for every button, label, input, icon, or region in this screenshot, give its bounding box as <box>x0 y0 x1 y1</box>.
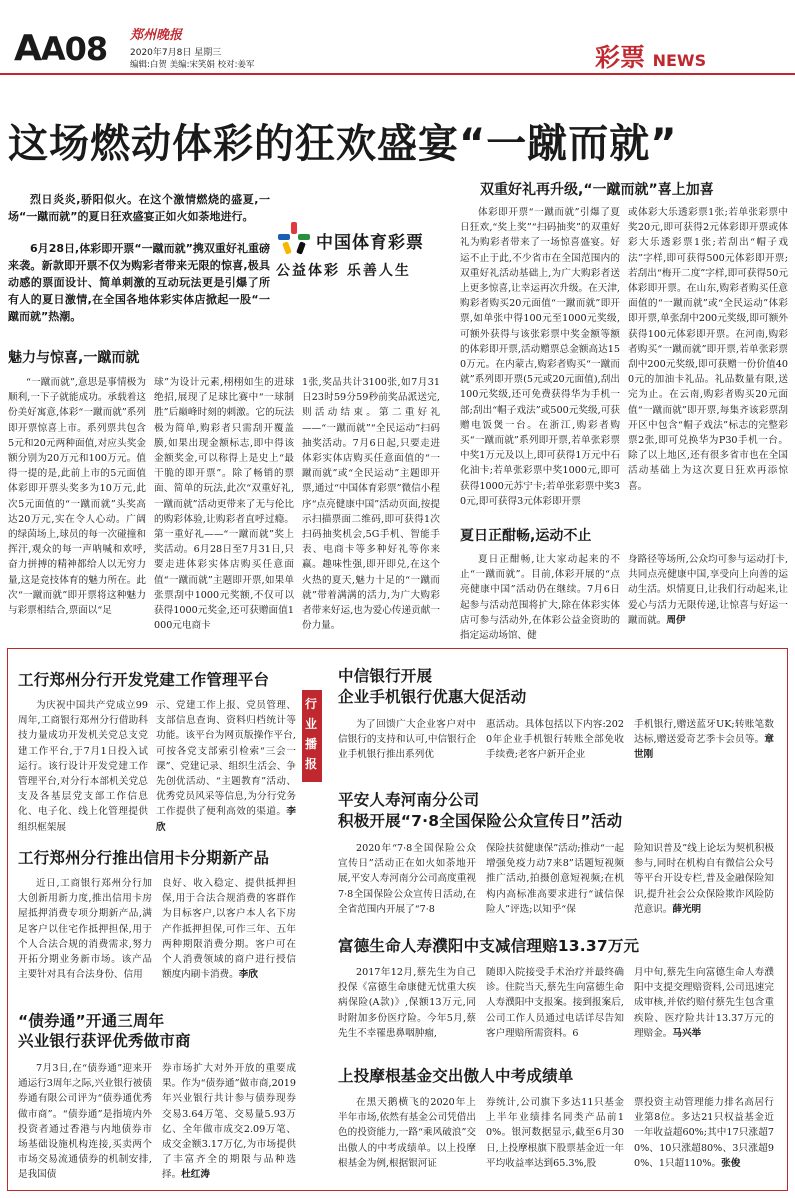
br-article-3-column-1: 2017年12月,蔡先生为自己投保《富德生命康健无忧重大疾病保险(A款)》,保额13万元,同时附加多份医疗险。今年5月,蔡先生不幸罹患鼻咽肿瘤, <box>338 967 476 1039</box>
bl-article-3-column-1: 7月3日,在“债券通”迎来开通运行3周年之际,兴业银行被债券通有限公司评为“债券通优秀做市商”。“债券通”是指境内外投资者通过香港与内地债券市场基础设施机构连接,买卖两个市场交易流通债券的机制安排,是我国债 <box>18 1063 152 1181</box>
section2-title: 双重好礼再升级,“一蹴而就”喜上加喜 <box>480 182 714 198</box>
br-article-1-title-2: 企业手机银行优惠大促活动 <box>338 688 527 706</box>
br-article-1-column-1: 为了回馈广大企业客户对中信银行的支持和认可,中信银行企业手机银行推出系列优 <box>338 719 476 761</box>
br-article-1-title-1: 中信银行开展 <box>338 667 433 685</box>
section3-column-2: 身路径等场所,公众均可参与运动打卡,共同点亮健康中国,享受向上向善的运动生活。炽情夏日,让我们行动起来,让爱心与活力无限传递,让惊喜与好运一蹴而就。周伊 <box>628 554 788 626</box>
lottery-logo <box>274 218 474 278</box>
section3-column-1: 夏日正酣畅,让大家动起来的不止“一蹴而就”。目前,体彩开展的“点亮健康中国”活动仍在继续。7月6日起参与活动范围将扩大,除在体彩实体店可参与活动外,在体彩公益金资助的指定运动场馆、健 <box>460 554 620 642</box>
br-article-2-column-1: 2020年“7·8全国保险公众宣传日”活动正在如火如荼地开展,平安人寿河南分公司高度重视7·8全国保险公众宣传日活动,在全省范围内开展了“7·8 <box>338 843 476 915</box>
issue-date: 2020年7月8日 星期三 <box>130 48 222 58</box>
intro-paragraph-2: 6月28日,体彩即开票“一蹴而就”携双重好礼重磅来袭。新款即开票不仅为购彩者带来无限的惊喜,极具动感的票面设计、简单刺激的互动玩法更是引爆了所有人的夏日激情,在全国各地体彩实体店掀起一股“一蹴而就”热潮。 <box>8 242 270 323</box>
br-article-2-column-3: 险知识普及”线上论坛为契机积极参与,同时在机构自有微信公众号等平台开设专栏,普及金融保险知识,提升社会公众保险欺诈风险防范意识。薛光明 <box>634 843 774 915</box>
section3-author: 周伊 <box>666 614 686 626</box>
lottery-star-icon <box>276 220 312 256</box>
section-name: 彩票 NEWS <box>595 43 707 72</box>
bl-article-2-title: 工行郑州分行推出信用卡分期新产品 <box>18 849 270 867</box>
br-article-3-author: 马兴举 <box>672 1027 702 1039</box>
br-article-1-column-3: 手机银行,赠送蓝牙UK;转账笔数达标,赠送爱奇艺季卡会员等。章世刚 <box>634 719 774 761</box>
brand-name: 中国体育彩票 <box>316 233 424 253</box>
br-article-2-title-1: 平安人寿河南分公司 <box>338 791 480 809</box>
bl-article-3-column-2: 券市场扩大对外开放的重要成果。作为“债券通”做市商,2019年兴业银行共计参与债券现券交易3.64万笔、交易量5.93万亿、全年做市成交2.09万笔、成交金额3.17万亿,为市场提供了丰富齐全的期限与品种选择。杜红涛 <box>162 1063 296 1181</box>
br-article-1-author: 章世刚 <box>634 734 774 761</box>
br-article-4-column-3: 票投资主动管理能力排名高居行业第8位。多达21只权益基金近一年收益超60%;其中17只涨超70%、10只涨超80%、3只涨超90%、1只超110%。张俊 <box>634 1097 774 1169</box>
section1-column-1: “一蹴而就”,意思是事情极为顺利,一下子就能成功。承载着这份美好寓意,体彩“一蹴而就”系列即开票惊喜上市。系列票共包含5元和20元两种面值,对应头奖金额分别为20万元和100万元。值得一提的是,此前上市的5元面值体彩即开票头奖多为10万元,此次5元面值的“一蹴而就”头奖高达20万元,实在令人心动。广阔的绿茵场上,球员的每一次碰撞和挥汗,观众的每一声呐喊和欢呼,奋力拼搏的精神都给人以无穷力量,这是竞技体育的魅力所在。此次“一蹴而就”即开票将这种魅力与彩票相结合,票面以“足 <box>8 377 146 617</box>
section2-column-1: 体彩即开票“一蹴而就”引爆了夏日狂欢,“奖上奖”“扫码抽奖”的双重好礼为购彩者带来了一场惊喜盛宴。好运不止于此,不少省市在全国范围内的双重好礼活动基础上,为广大购彩者送上更多惊喜,让幸运再次升级。在天津,购彩者购买20元面值“一蹴而就”即开票,如单张中得100元至1000元奖级,可额外获得与该张彩票中奖金额等额的体彩即开票,活动赠票总金额高达150万元。在内蒙古,购彩者购买“一蹴而就”系列即开票(5元或20元面值),刮出100元奖级,还可免费获得华为手机一部;刮出“帽子戏法”或500元奖级,可获赠电饭煲一台。在浙江,购彩者购买“一蹴而就”系列即开票,若单张彩票中奖1万元及以上,即可获得1万元中石化油卡;若单张彩票中奖1000元,即可获得1000元苏宁卡;若单张彩票中奖30元,即可获得3元体彩即开票 <box>460 207 620 507</box>
br-article-2-author: 薛光明 <box>672 903 702 915</box>
section1-title: 魅力与惊喜,一蹴而就 <box>8 350 140 366</box>
header-rule <box>0 73 795 75</box>
bl-article-1-column-1: 为庆祝中国共产党成立99周年,工商银行郑州分行借助科技力量成功开发机关党总支党建工作平台,于7月1日投入试运行。该行设计开发党建工作管理平台,对分行本部机关党总支及各基层党支部工作信息化、电子化、线上化管理提供组织框架展 <box>18 700 148 833</box>
section1-column-2: 球”为设计元素,栩栩如生的进球绝招,展现了足球比赛中“一球制胜”后巅峰时刻的刺激。它的玩法极为简单,购彩者只需刮开覆盖膜,如果出现金额标志,即中得该金额奖金,可以称得上是史上“最干脆的即开票”。除了畅销的票面、简单的玩法,此次“双重好礼,一蹴而就”活动更带来了无与伦比的购彩体验,让购彩者直呼过瘾。第一重好礼——“一蹴而就”奖上奖活动。6月28日至7月31日,只要走进体彩实体店购买任意面值“一蹴而就”主题即开票,如果单张票刮中1000元奖额,不仅可以获得1000元奖金,还可获赠面值1000元电商卡 <box>154 377 294 632</box>
br-article-3-column-3: 月中旬,蔡先生向富德生命人寿濮阳中支提交理赔资料,公司迅速完成审核,并依约赔付蔡先生包含重疾险、医疗险共计13.37万元的理赔金。马兴举 <box>634 967 774 1039</box>
br-article-2-column-2: 保险扶贫健康保”活动;推动“一起增强免疫力动7来8”话题短视频推广活动,拍摄创意短视频;在机构内高标准高要求进行“诚信保险人”评选;以知乎“保 <box>486 843 624 915</box>
intro-paragraph-1: 烈日炎炎,骄阳似火。在这个激情燃烧的盛夏,一场“一蹴而就”的夏日狂欢盛宴正如火如荼地进行。 <box>8 193 270 223</box>
bl-article-3-author: 杜红涛 <box>181 1169 210 1181</box>
brand-slogan: 公益体彩 乐善人生 <box>276 263 411 279</box>
bl-article-1-author: 李欣 <box>156 806 296 833</box>
bl-article-2-column-1: 近日,工商银行郑州分行加大创新用新力度,推出信用卡房屋抵押消费专项分期新产品,满足客户以住宅作抵押担保,用于个人合法合规的消费需求,努力开拓分期业务新市场。该产品主要针对具有合法身份、信用 <box>18 878 152 981</box>
br-article-1-column-2: 惠活动。具体包括以下内容:2020年企业手机银行转账全部免收手续费;老客户新开企业 <box>486 719 624 761</box>
editors-line: 编辑:白贺 美编:宋笑娟 校对:姜军 <box>130 60 255 70</box>
br-article-3-column-2: 随即入院接受手术治疗并最终确诊。住院当天,蔡先生向富德生命人寿濮阳中支报案。接到报案后,公司工作人员通过电话详尽告知客户理赔所需资料。6 <box>486 967 624 1039</box>
br-article-4-title: 上投摩根基金交出傲人中考成绩单 <box>338 1067 574 1085</box>
sidebar-label: 行业播报 <box>305 697 318 771</box>
page-header <box>0 0 795 78</box>
bl-article-3-title-2: 兴业银行获评优秀做市商 <box>18 1032 191 1050</box>
section3-title: 夏日正酣畅,运动不止 <box>460 528 592 544</box>
br-article-4-author: 张俊 <box>721 1157 741 1169</box>
section1-column-3: 1张,奖品共计3100张,如7月31日23时59分59秒前奖品派送完,则活动结束。第二重好礼——“一蹴而就”“全民运动”扫码抽奖活动。7月6日起,只要走进体彩实体店购买任意面值的“一蹴而就”或“全民运动”主题即开票,通过“中国体育彩票”微信小程序“点亮健康中国”活动页面,按提示扫描票面二维码,即可获得1次扫码抽奖机会,5G手机、智能手表、电商卡等多种好礼等你来赢。趣味性强,即开即兑,在这个火热的夏天,魅力十足的“一蹴而就”带着满满的活力,为广大购彩者带来好运,也为爱心传递贡献一份力量。 <box>302 377 440 632</box>
bl-article-1-title: 工行郑州分行开发党建工作管理平台 <box>18 671 270 689</box>
section2-column-2: 或体彩大乐透彩票1张;若单张彩票中奖20元,即可获得2元体彩即开票或体彩大乐透彩票1张;若刮出“帽子戏法”字样,即可获得500元体彩即开票;若刮出“梅开二度”字样,即可获得50元体彩即开票。在山东,购彩者购买任意面值的“一蹴而就”或“全民运动”体彩即开票,单张刮中200元奖级,即可额外获得100元体彩即开票。在河南,购彩者购买“一蹴而就”即开票,若单张彩票刮中200元奖级,即可获赠一份价值400元的加油卡礼品。礼品数量有限,送完为止。在云南,购彩者购买20元面值“一蹴而就”即开票,每集齐该彩票刮开区中包含“帽子戏法”标志的完整彩票2张,即可兑换华为P30手机一台。除了以上地区,还有很多省市也在全国活动基础上为这次夏日狂欢再添惊喜。 <box>628 207 788 492</box>
br-article-3-title: 富德生命人寿濮阳中支减信理赔13.37万元 <box>338 937 640 955</box>
br-article-4-column-1: 在黑天鹅横飞的2020年上半年市场,依然有基金公司凭借出色的投资能力,一路“乘风破浪”交出傲人的中考成绩单。以上投摩根基金为例,根据银河证 <box>338 1097 476 1169</box>
bl-article-2-column-2: 良好、收入稳定、提供抵押担保,用于合法合规消费的客群作为目标客户,以客户本人名下房产作抵押担保,可作三年、五年两种期限消费分期。客户可在个人消费领域的商户进行授信额度内刷卡消费。李欣 <box>162 878 296 981</box>
br-article-4-column-2: 券统计,公司旗下多达11只基金上半年业绩排名同类产品前10%。银河数据显示,截至6月30日,上投摩根旗下股票基金近一年平均收益率达到65.3%,股 <box>486 1097 624 1169</box>
bl-article-2-author: 李欣 <box>238 969 258 981</box>
main-headline: 这场燃动体彩的狂欢盛宴“一蹴而就” <box>8 121 678 167</box>
br-article-2-title-2: 积极开展“7·8全国保险公众宣传日”活动 <box>338 812 623 830</box>
bl-article-3-title-1: “债券通”开通三周年 <box>18 1012 165 1030</box>
page-number: AA08 <box>14 28 108 69</box>
paper-name: 郑州晚报 <box>130 28 183 43</box>
bl-article-1-column-2: 示、党建工作上报、党员管理、支部信息查询、资料归档统计等功能。该平台为网页版操作平台,可按各党支部索引检索“三会一课”、党建记录、组织生活会、争先创优活动、“主题教育”活动、优秀党员风采等信息,为分行党务工作提供了便利高效的渠道。李欣 <box>156 700 296 833</box>
